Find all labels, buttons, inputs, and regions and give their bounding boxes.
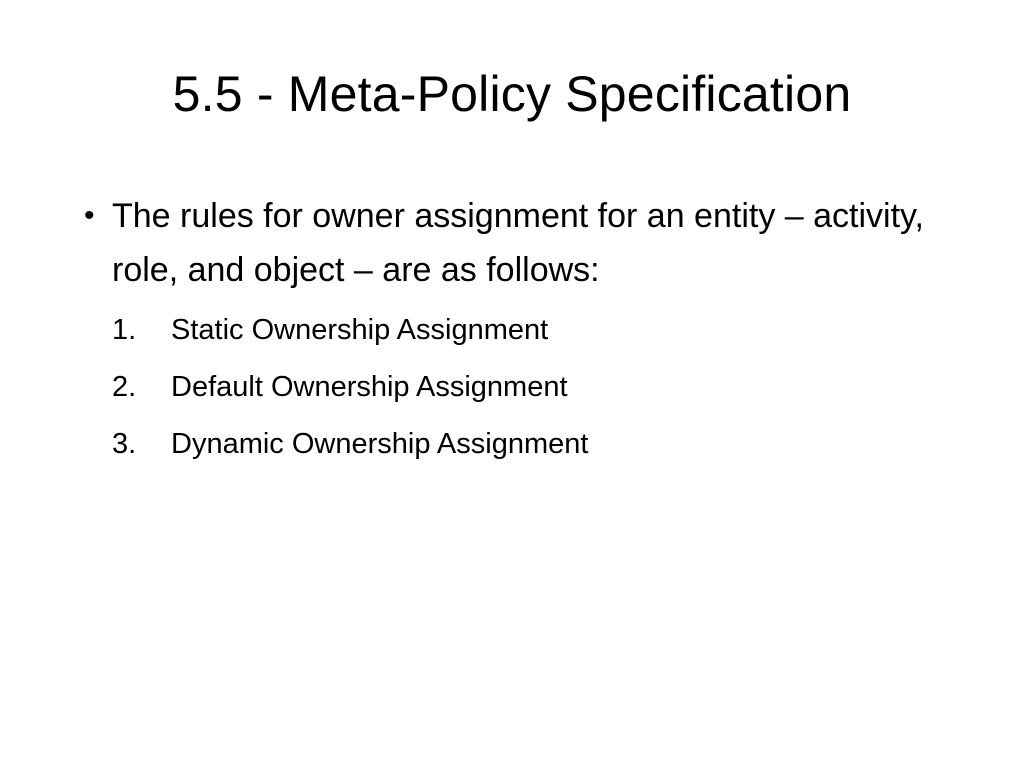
list-item-text: Default Ownership Assignment [171, 371, 568, 403]
slide-title: 5.5 - Meta-Policy Specification [172, 66, 852, 122]
list-item [112, 311, 992, 349]
list-item [112, 368, 992, 406]
list-item-text: Dynamic Ownership Assignment [171, 428, 589, 460]
bullet-text: The rules for owner assignment for an entity – activity, role, and object – are as follows: [112, 197, 924, 289]
list-item-text: Static Ownership Assignment [171, 314, 549, 346]
list-item [112, 425, 992, 463]
list-item-number: 3. [112, 428, 137, 460]
slide-content [84, 189, 992, 482]
list-item-number: 1. [112, 314, 137, 346]
list-item-number: 2. [112, 371, 137, 403]
bullet-item [84, 189, 992, 297]
bullet-icon: • [84, 199, 95, 232]
numbered-list [112, 311, 992, 463]
